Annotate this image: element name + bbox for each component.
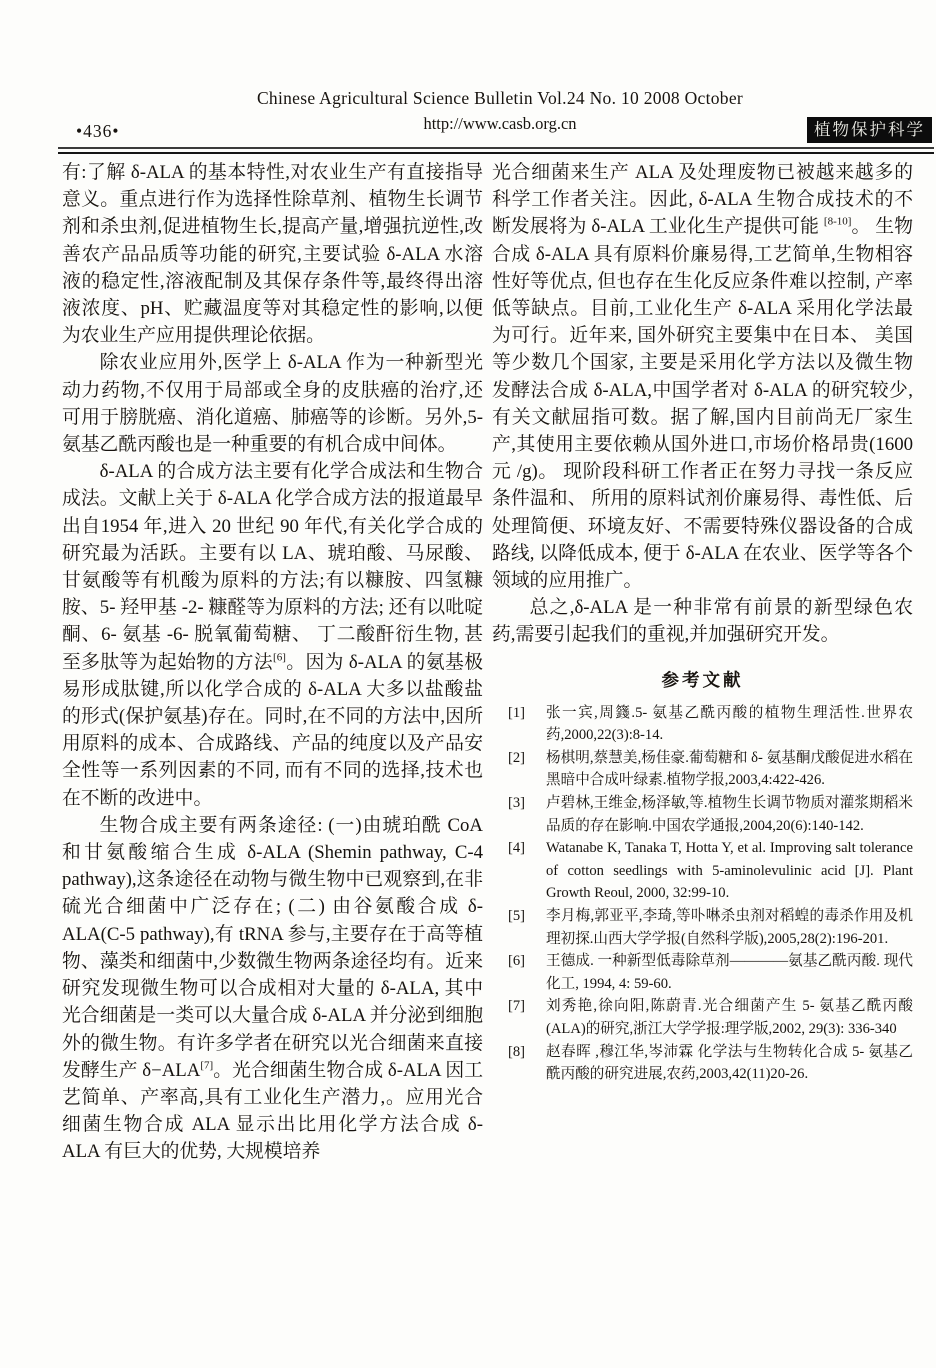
reference-item bbox=[508, 792, 913, 837]
reference-item bbox=[508, 1041, 913, 1086]
text-run: 生物合成主要有两条途径: (一)由琥珀酰 CoA 和甘氨酸缩合生成 δ-ALA (Shemin pathway, C-4 pathway),这条途径在动物与微生物中已观察到,在非硫光合细菌中广泛存在; (二) 由谷氨酸合成 δ-ALA(C-5 pathway),有 tRNA 参与,主要存在于高等植物、藻类和细菌中,少数微生物两条途径均有。近来研究发现微生物可以合成相对大量的 δ-ALA, 其中光合细菌是一类可以大量合成 δ-ALA 并分泌到细胞外的微生物。有许多学者在研究以光合细菌来直接发酵生产 δ−ALA bbox=[62, 814, 483, 1081]
reference-number: [6] bbox=[508, 953, 526, 970]
paragraph bbox=[62, 812, 483, 1166]
text-run: δ-ALA 的合成方法主要有化学合成法和生物合成法。文献上关于 δ-ALA 化学合成方法的报道最早出自1954 年,进入 20 世纪 90 年代,有关化学合成的研究最为活跃。主要有以 LA、琥珀酸、马尿酸、甘氨酸等有机酸为原料的方法;有以糠胺、四氢糠胺、5- 羟甲基 -2- 糠醛等为原料的方法; 还有以吡啶酮、6- 氨基 -6- 脱氧葡萄糖、 丁二酸酐衍生物, 甚至多肽等为起始物的方法 bbox=[62, 461, 483, 673]
section-badge: 植物保护科学 bbox=[807, 117, 932, 143]
reference-text: 赵春晖 ,穆江华,岑沛霖 化学法与生物转化合成 5- 氨基乙酰丙酸的研究进展,农药,2003,42(11)20-26. bbox=[546, 1043, 913, 1083]
reference-item bbox=[508, 950, 913, 995]
citation-superscript: [8-10] bbox=[823, 216, 852, 229]
reference-item bbox=[508, 995, 913, 1040]
reference-item bbox=[508, 905, 913, 950]
left-column bbox=[62, 159, 483, 1166]
reference-text: 刘秀艳,徐向阳,陈蔚青.光合细菌产生 5- 氨基乙酰丙酸(ALA)的研究,浙江大学学报:理学版,2002, 29(3): 336-340 bbox=[546, 998, 913, 1037]
paragraph bbox=[62, 458, 483, 812]
reference-item bbox=[508, 747, 913, 792]
reference-text: 杨棋明,蔡慧美,杨佳豪.葡萄糖和 δ- 氨基酮戊酸促进水稻在黑暗中合成叶绿素.植物学报,2003,4:422-426. bbox=[546, 749, 913, 789]
text-run: 。 生物合成 δ-ALA 具有原料价廉易得,工艺简单,生物相容性好等优点, 但也存在生化反应条件难以控制, 产率低等缺点。目前,工业化生产 δ-ALA 采用化学法最为可行。近年来, 国外研究主要集中在日本、 美国等少数几个国家, 主要是采用化学方法以及微生物发酵法合成 δ-ALA,中国学者对 δ-ALA 的研究较少,有关文献屈指可数。据了解,国内目前尚无厂家生产,其使用主要依赖从国外进口,市场价格昂贵(1600 元 /g)。 现阶段科研工作者正在努力寻找一条反应条件温和、 所用的原料试剂价廉易得、毒性低、后处理简便、环境友好、不需要特殊仪器设备的合成路线, 以降低成本, 便于 δ-ALA 在农业、医学等各个领域的应用推广。 bbox=[492, 216, 913, 592]
reference-number: [4] bbox=[508, 840, 526, 857]
reference-text: 卢碧林,王维金,杨泽敏,等.植物生长调节物质对灌浆期稻米品质的存在影响.中国农学通报,2004,20(6):140-142. bbox=[546, 795, 913, 834]
paragraph bbox=[492, 594, 913, 648]
reference-item bbox=[508, 837, 913, 905]
reference-number: [7] bbox=[508, 998, 526, 1015]
text-run: 总之,δ-ALA 是一种非常有前景的新型绿色农药,需要引起我们的重视,并加强研究开发。 bbox=[492, 597, 913, 646]
journal-title: Chinese Agricultural Science Bulletin Vol.24 No. 10 2008 October bbox=[256, 88, 744, 108]
reference-item bbox=[508, 702, 913, 747]
references-list bbox=[492, 702, 913, 1086]
text-run: 光合细菌来生产 ALA 及处理废物已被越来越多的科学工作者关注。因此, δ-ALA 生物合成技术的不断发展将为 δ-ALA 工业化生产提供可能 bbox=[492, 162, 913, 238]
text-run: 。光合细菌生物合成 δ-ALA 因工艺简单、产率高,具有工业化生产潜力,。应用光合细菌生物合成 ALA 显示出比用化学方法合成 δ-ALA 有巨大的优势, 大规模培养 bbox=[62, 1059, 483, 1163]
paragraph bbox=[492, 159, 913, 594]
reference-text: 张一宾,周籛.5- 氨基乙酰丙酸的植物生理活性.世界农药,2000,22(3):8-14. bbox=[546, 704, 913, 744]
citation-superscript: [7] bbox=[200, 1059, 214, 1072]
reference-text: 王德成. 一种新型低毒除草剂————氨基乙酰丙酸. 现代化工, 1994, 4: 59-60. bbox=[546, 953, 913, 992]
reference-number: [1] bbox=[508, 704, 526, 721]
reference-number: [5] bbox=[508, 908, 526, 924]
text-run: 有:了解 δ-ALA 的基本特性,对农业生产有直接指导意义。重点进行作为选择性除草剂、植物生长调节剂和杀虫剂,促进植物生长,提高产量,增强抗逆性,改善农产品品质等功能的研究,主要试验 δ-ALA 水溶液的稳定性,溶液配制及其保存条件等,最终得出溶液浓度、pH、贮藏温度等对其稳定性的影响,以便为农业生产应用提供理论依据。 bbox=[62, 162, 483, 347]
text-run: 。因为 δ-ALA 的氨基极易形成肽键,所以化学合成的 δ-ALA 大多以盐酸盐的形式(保护氨基)存在。同时,在不同的方法中,因所用原料的成本、合成路线、产品的纯度以及产品安全性等一系列因素的不同, 而有不同的选择,技术也在不断的改进中。 bbox=[62, 651, 484, 809]
paragraph bbox=[62, 349, 483, 458]
reference-text: Watanabe K, Tanaka T, Hotta Y, et al. Improving salt tolerance of cotton seedlings with 5-aminolevulinic acid [J]. Plant Growth Reoul, 2000, 32:99-10. bbox=[546, 840, 913, 902]
header-rule bbox=[58, 147, 934, 154]
reference-number: [3] bbox=[508, 795, 526, 812]
page-number: •436• bbox=[76, 121, 120, 141]
text-run: 除农业应用外,医学上 δ-ALA 作为一种新型光动力药物,不仅用于局部或全身的皮肤癌的治疗,还可用于膀胱癌、消化道癌、肺癌等的诊断。另外,5- 氨基乙酰丙酸也是一种重要的有机合成中间体。 bbox=[62, 352, 483, 456]
citation-superscript: [6] bbox=[273, 651, 286, 664]
journal-url: http://www.casb.org.cn bbox=[423, 114, 577, 133]
right-column bbox=[492, 159, 913, 1166]
paragraph bbox=[62, 159, 483, 349]
reference-text: 李月梅,郭亚平,李琦,等卟啉杀虫剂对稻蝗的毒杀作用及机理初探.山西大学学报(自然科学版),2005,28(2):196-201. bbox=[546, 908, 913, 947]
references-heading: 参考文献 bbox=[661, 669, 744, 690]
reference-number: [2] bbox=[508, 749, 526, 766]
reference-number: [8] bbox=[508, 1043, 526, 1060]
article-body bbox=[62, 159, 914, 1166]
